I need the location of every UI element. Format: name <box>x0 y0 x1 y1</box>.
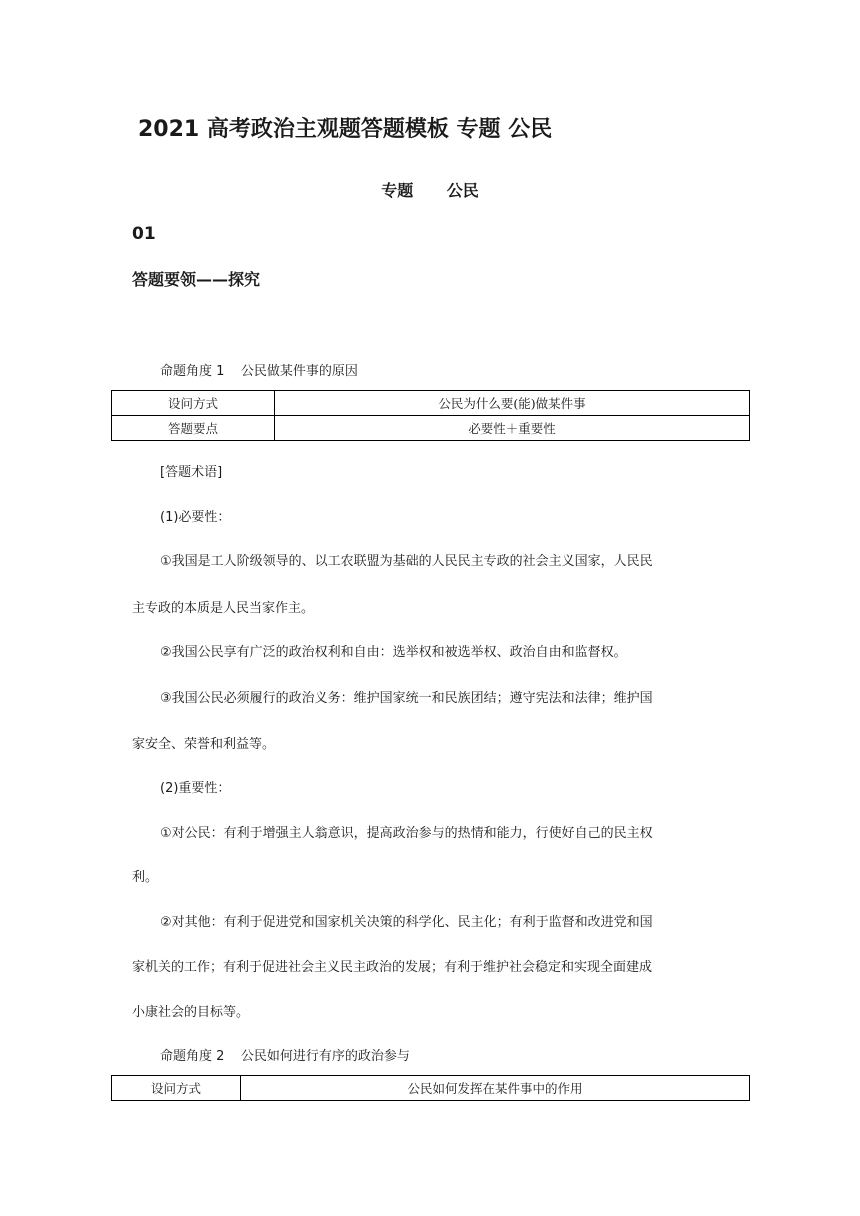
document-title: 2021 高考政治主观题答题模板 专题 公民 <box>138 117 553 142</box>
angle1-table <box>111 390 750 441</box>
section-number: 01 <box>132 224 156 244</box>
table-row <box>112 416 750 441</box>
table-row <box>112 391 750 416</box>
terms-label: [答题术语] <box>160 465 223 480</box>
necessity-item-1-line2: 主专政的本质是人民当家作主。 <box>132 601 315 616</box>
necessity-item-3-line2: 家安全、荣誉和利益等。 <box>132 737 276 752</box>
angle1-heading: 命题角度 1 公民做某件事的原因 <box>160 364 358 379</box>
table-cell-value: 公民为什么要(能)做某件事 <box>275 391 750 416</box>
importance-label: (2)重要性： <box>160 781 231 796</box>
necessity-item-1-line1: ①我国是工人阶级领导的、以工农联盟为基础的人民民主专政的社会主义国家，人民民 <box>160 554 653 569</box>
importance-item-2-line3: 小康社会的目标等。 <box>132 1005 250 1020</box>
importance-item-2-line2: 家机关的工作；有利于促进社会主义民主政治的发展；有利于维护社会稳定和实现全面建成 <box>132 960 653 975</box>
necessity-label: (1)必要性： <box>160 510 231 525</box>
importance-item-2-line1: ②对其他：有利于促进党和国家机关决策的科学化、民主化；有利于监督和改进党和国 <box>160 915 653 930</box>
document-subtitle: 专题 公民 <box>381 181 479 200</box>
necessity-item-3-line1: ③我国公民必须履行的政治义务：维护国家统一和民族团结；遵守宪法和法律；维护国 <box>160 691 653 706</box>
table-row <box>112 1076 750 1101</box>
table-cell-label: 答题要点 <box>112 416 275 441</box>
importance-item-1-line2: 利。 <box>132 870 159 885</box>
importance-item-1-line1: ①对公民：有利于增强主人翁意识，提高政治参与的热情和能力，行使好自己的民主权 <box>160 826 653 841</box>
table-cell-value: 公民如何发挥在某件事中的作用 <box>241 1076 750 1101</box>
table-cell-label: 设问方式 <box>112 1076 241 1101</box>
table-cell-value: 必要性＋重要性 <box>275 416 750 441</box>
angle2-heading: 命题角度 2 公民如何进行有序的政治参与 <box>160 1049 410 1064</box>
table-cell-label: 设问方式 <box>112 391 275 416</box>
section-heading: 答题要领——探究 <box>132 270 261 289</box>
necessity-item-2: ②我国公民享有广泛的政治权利和自由：选举权和被选举权、政治自由和监督权。 <box>160 645 627 660</box>
angle2-table <box>111 1075 750 1101</box>
